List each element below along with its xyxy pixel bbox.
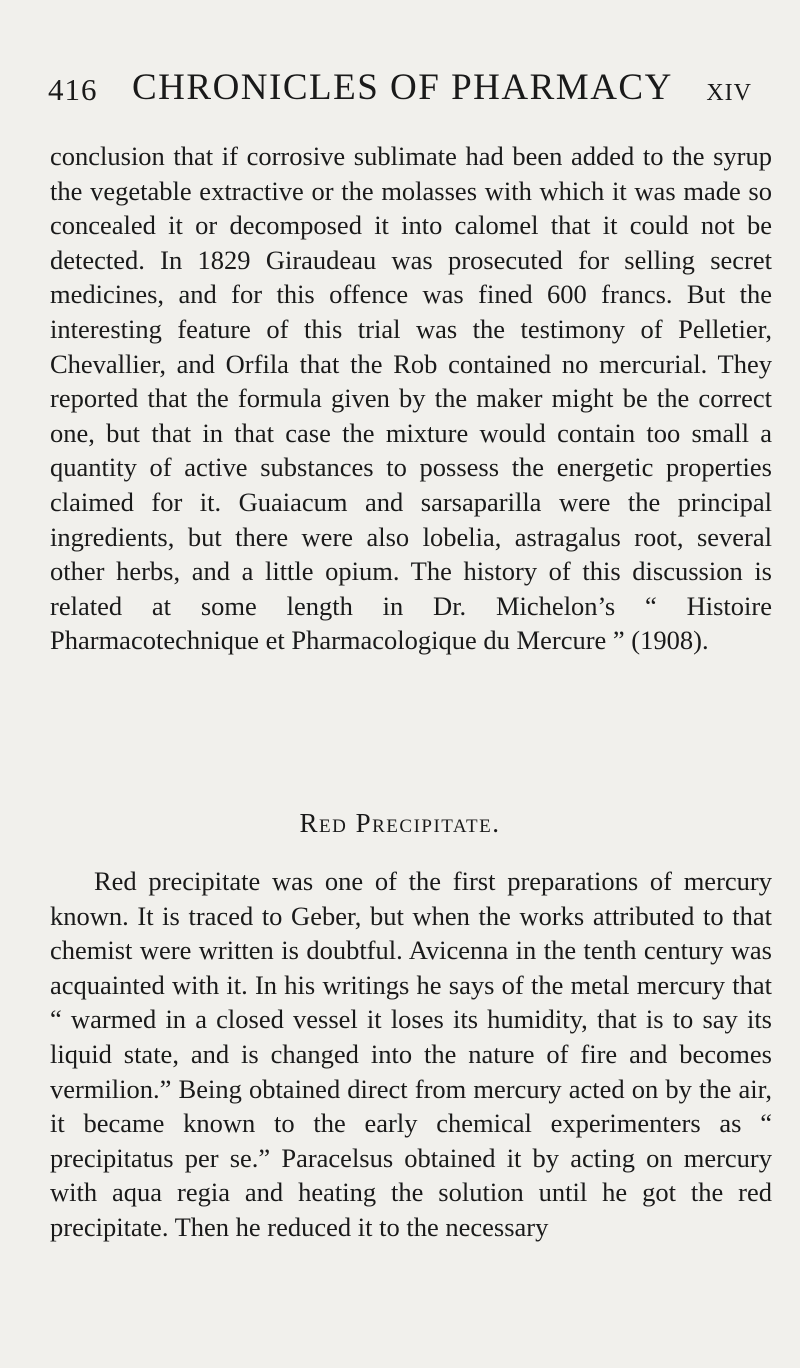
section-heading: Red Precipitate. <box>299 808 501 838</box>
paragraph-continued: conclusion that if corrosive sublimate had been added to the syrup the vegetable extractive or the molasses with which it was made so concealed it or decomposed it into calomel that it could not be detected. In 1829 Giraudeau was prosecuted for selling secret medicines, and for this offence was fined 600 francs. But the interesting feature of this trial was the testimony of Pelletier, Chevallier, and Orfila that the Rob contained no mercurial. They reported that the formula given by the maker might be the correct one, but that in that case the mixture would contain too small a quantity of active substances to possess the energetic properties claimed for it. Guaiacum and sarsaparilla were the principal ingredients, but there were also lobelia, astragalus root, several other herbs, and a little opium. The history of this discussion is related at some length in Dr. Michelon’s “ Histoire Pharmacotechnique et Pharmacologique du Mercure ” (1908). <box>50 141 772 656</box>
page-number: 416 <box>48 72 98 107</box>
running-title: CHRONICLES OF PHARMACY <box>132 67 673 108</box>
volume-number: XIV <box>706 80 752 106</box>
paragraph-red-precipitate: Red precipitate was one of the first preparations of mercury known. It is traced to Geber, but when the works attributed to that chemist were written is doubtful. Avicenna in the tenth century was acquainted with it. In his writings he says of the metal mercury that “ warmed in a closed vessel it loses its humidity, that is to say its liquid state, and is changed into the nature of fire and becomes vermilion.” Being obtained direct from mercury acted on by the air, it became known to the early chemical experimenters as “ precipitatus per se.” Paracelsus obtained it by acting on mercury with aqua regia and heating the solution until he got the red precipitate. Then he reduced it to the necessary <box>50 866 772 1242</box>
running-head <box>48 64 752 124</box>
